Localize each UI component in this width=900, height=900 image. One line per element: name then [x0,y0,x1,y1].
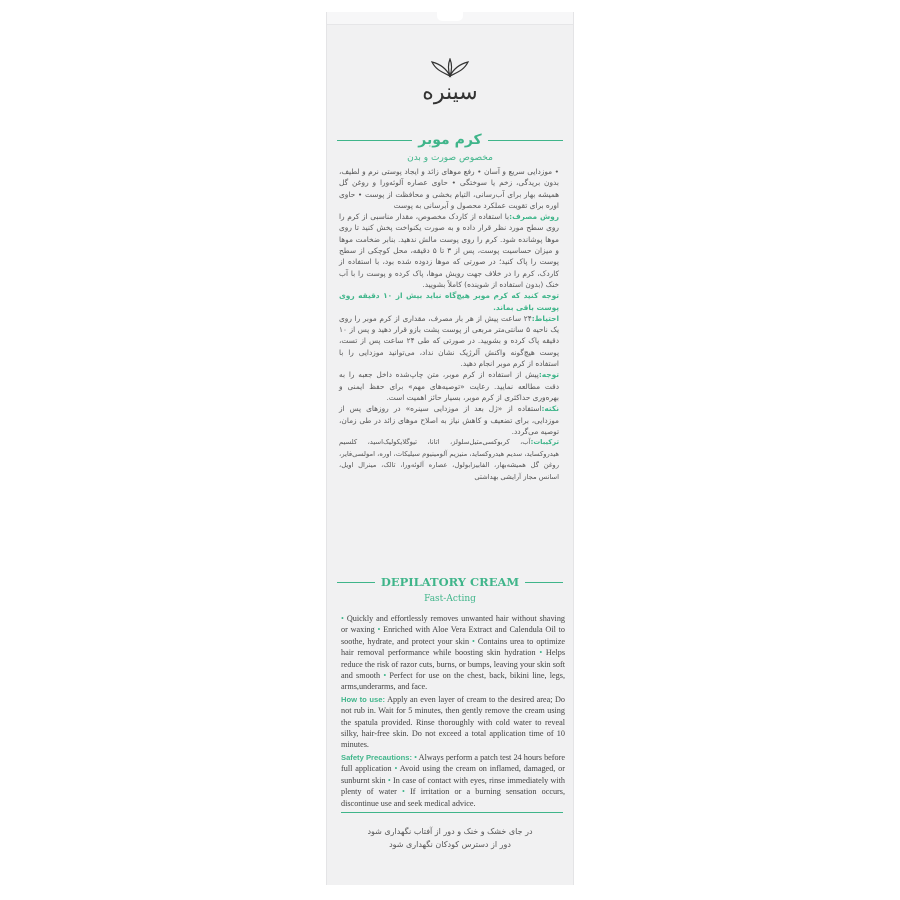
brand-logo [327,58,573,105]
persian-title-row [337,132,563,148]
bullet-icon: • [341,614,347,623]
leaf-ornament-icon [428,58,472,78]
persian-usage [339,211,559,290]
persian-features: • موزدایی سریع و آسان • رفع موهای زائد و ایجاد پوستی نرم و لطیف، بدون بریدگی، زخم یا سوختگی • حاوی عصاره آلوئه‌ورا و روغن گل همیشه بهار برای آب‌رسانی، التیام بخشی و محافظت از پوست • حاوی اوره برای تقویت عملکرد محصول و آبرسانی به پوست [339,167,559,210]
storage-line-2: دور از دسترس کودکان نگهداری شود [389,840,511,849]
persian-caution [339,313,559,369]
en-title-rule-right [525,582,563,583]
tip-label-fa: نکته: [541,404,559,414]
title-rule-left [337,140,412,141]
ingredients-label-fa: ترکیبات: [530,438,559,447]
persian-tip [339,403,559,437]
footer-divider [341,812,563,813]
safety-item: If irritation or a burning sensation occurs, discontinue use and seek medical advice. [341,787,566,808]
english-description [341,613,565,810]
persian-title: کرم موبر [418,132,482,148]
caution-label-fa: احتیاط: [531,313,559,323]
bullet-icon: • [472,636,478,646]
bullet-icon: • [377,625,384,635]
usage-label-fa: روش مصرف: [509,212,559,222]
bullet-icon: • [387,775,393,785]
feature-item: Helps reduce the risk of razor cuts, burns, or bumps, leaving your skin soft and smooth [341,648,566,681]
feature-item: Enriched with Aloe Vera Extract and Calendula Oil to soothe, hydrate, and protect your skin [341,625,566,646]
tip-text-fa: استفاده از «ژل بعد از موزدایی سینره» در روزهای پس از موزدایی، برای تضعیف و کاهش نیاز به اصلاح موهای زائد در طی زمان، توصیه می‌گردد. [339,404,559,436]
bullet-icon: • [414,752,419,762]
safety-item: Always perform a patch test 24 hours before full application [341,752,565,774]
persian-warning: توجه کنید که کرم موبر هیچ‌گاه نباید بیش از ۱۰ دقیقه روی پوست باقی بماند. [339,291,559,312]
feature-item: Contains urea to optimize hair removal performance while boosting skin hydration [341,636,566,658]
note-text-fa: پیش از استفاده از کرم موبر، متن چاپ‌شده داخل جعبه را به دقت مطالعه نمایید. رعایت «توصیه‌های مهم» برای حفظ ایمنی و بهره‌وری حداکثری از کرم موبر، بسیار حائز اهمیت است. [339,370,559,402]
safety-item: In case of contact with eyes, rinse immediately with plenty of water [341,775,566,797]
feature-item: Quickly and effortlessly removes unwanted hair without shaving or waxing [341,614,566,635]
usage-text-fa: با استفاده از کاردک مخصوص، مقدار مناسبی از کرم را روی سطح مورد نظر قرار داده و به صورت یکنواخت پخش کنید تا روی موها پوشانده شود. کرم را روی پوست مالش ندهید. بنابر ضخامت موها و میزان حساسیت پوست، پس از ۳ تا ۵ دقیقه، محل کوچکی از سطح پوست را پاک کنید؛ در صورتی که موها زدوده شده بود، با استفاده از کاردک، کرم را در خلاف جهت رویش موها، پاک کرده و پوست را با آب خنک (بدون استفاده از شوینده) کاملاً بشویید. [339,212,559,289]
feature-item: Perfect for use on the chest, back, bikini line, legs, arms,underarms, and face. [341,671,565,692]
usage-text-en: Apply an even layer of cream to the desired area; Do not rub in. Wait for 5 minutes, then gently remove the cream using the spatula provided. Rinse thoroughly with cold water to reveal silky, hair-free skin. Do not exceed a total application time of 10 minutes. [341,694,565,750]
ingredients-text-fa: آب، کربوکسی‌متیل‌سلولز، اتانا، تیوگلایکولیک‌اسید، کلسیم هیدروکساید، سدیم هیدروکساید، منیزیم آلومینیوم سیلیکات، اوره، امولسی‌فایر، روغن گل همیشه‌بهار، الفابیزابولول، عصاره آلوئه‌ورا، تالک، مینرال اویل، اسانس مجاز آرایشی بهداشتی [339,438,559,481]
safety-label-en: Safety Precautions: [341,752,412,762]
box-top-flap [327,12,573,25]
en-title-rule-left [337,582,375,583]
bullet-icon: • [402,787,411,797]
persian-subtitle: مخصوص صورت و بدن [407,153,493,163]
note-label-fa: توجه: [538,370,559,380]
persian-description [339,166,559,483]
english-safety [341,752,565,809]
storage-notes [327,825,573,851]
english-title: DEPILATORY CREAM [380,575,520,589]
brand-name: سینره [422,80,478,105]
persian-note [339,369,559,403]
caution-text-fa: ۲۴ ساعت پیش از هر بار مصرف، مقداری از کرم موبر را روی یک ناحیه ۵ سانتی‌متر مربعی از پوست پشت بازو قرار دهید و پس از ۱۰ دقیقه پاک کرده و بشویید. در صورتی که طی ۲۴ ساعت پس از تست، پوست هیچ‌گونه واکنش آلرژیک نشان نداد، می‌توانید موزدایی را با استفاده از کرم موبر انجام دهید. [339,313,560,369]
storage-line-1: در جای خشک و خنک و دور از آفتاب نگهداری شود [367,827,533,836]
bullet-icon: • [394,764,400,774]
bullet-icon: • [383,671,390,681]
box-notch [437,12,463,21]
product-box-panel [326,12,574,885]
english-subtitle: Fast-Acting [424,594,476,604]
persian-ingredients [339,437,559,483]
bullet-icon: • [539,648,546,658]
english-title-row [337,575,563,589]
english-usage [341,694,565,751]
title-rule-right [488,140,563,141]
usage-label-en: How to use: [341,694,385,704]
safety-item: Avoid using the cream on inflamed, damaged, or sunburnt skin [341,764,566,785]
english-features [341,613,565,693]
